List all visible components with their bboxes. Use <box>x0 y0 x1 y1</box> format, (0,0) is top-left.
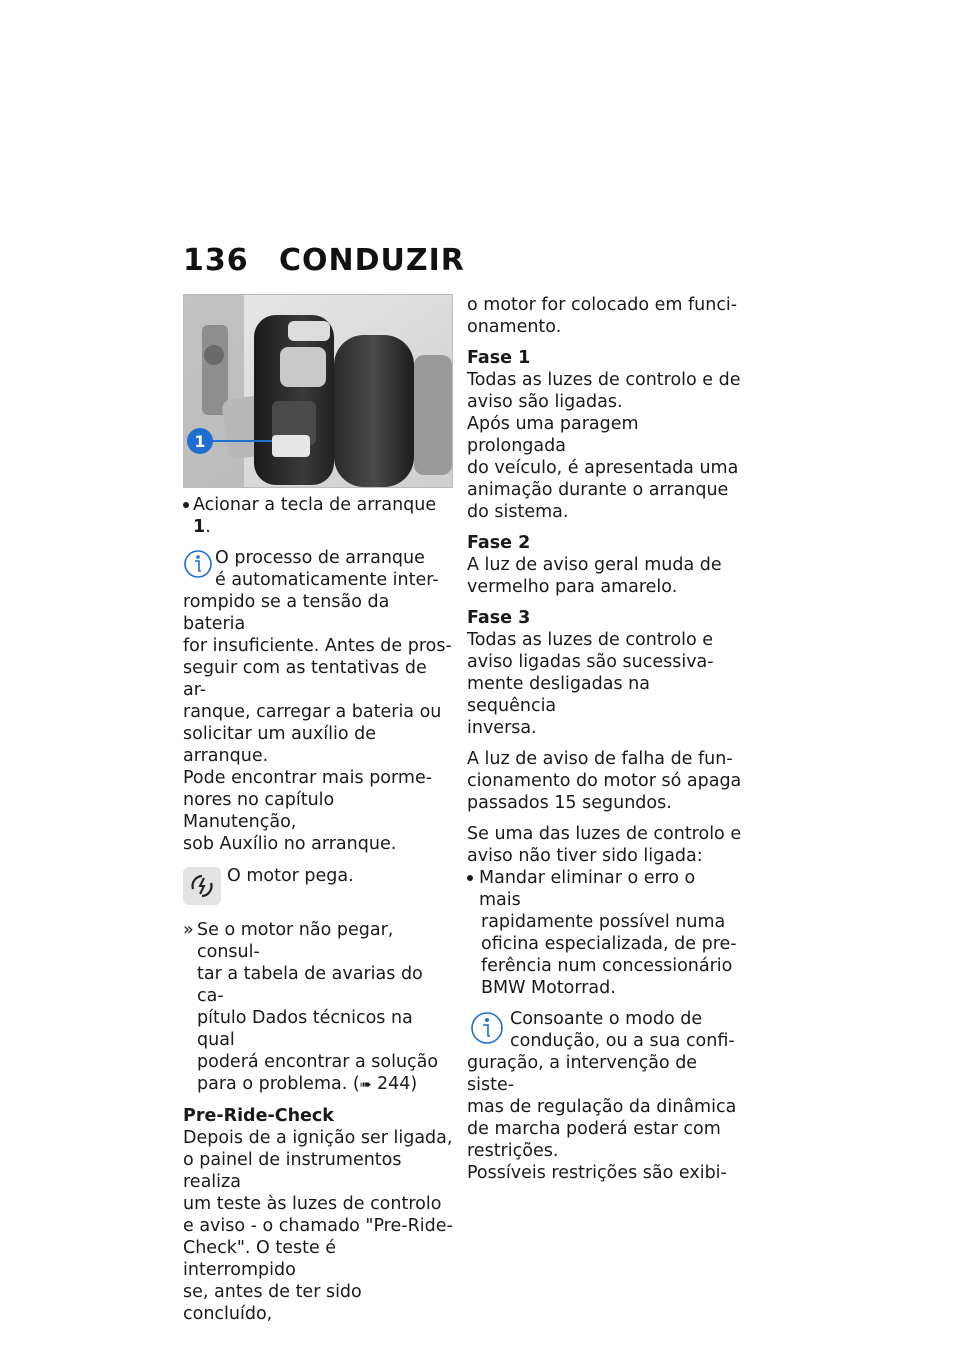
note-line: Pode encontrar mais porme- <box>183 768 433 788</box>
note-line: seguir com as tentativas de ar- <box>183 658 427 700</box>
prc-line: o painel de instrumentos realiza <box>183 1150 402 1192</box>
phase1-heading: Fase 1 <box>467 348 531 368</box>
note-line: nores no capítulo Manutenção, <box>183 790 335 832</box>
bullet-line: oficina especializada, de pre- <box>481 934 737 954</box>
pre-ride-check-text <box>183 1127 453 1325</box>
result-line: tar a tabela de avarias do ca- <box>197 964 423 1006</box>
bullet-line: rapidamente possível numa <box>481 912 726 932</box>
phase3-line: inversa. <box>467 718 537 738</box>
note-line: mas de regulação da dinâmica <box>467 1097 737 1117</box>
pre-ride-check-heading: Pre-Ride-Check <box>183 1106 334 1126</box>
bullet-workshop <box>467 867 742 999</box>
result-line: pítulo Dados técnicos na qual <box>197 1008 413 1050</box>
bullet-text: Acionar a tecla de arranque <box>193 495 437 515</box>
prc-line: Depois de a ignição ser ligada, <box>183 1128 453 1148</box>
result-engine-fails <box>183 919 453 1096</box>
engine-start-text: O motor pega. <box>227 866 354 886</box>
note-line: ranque, carregar a bateria ou <box>183 702 442 722</box>
prc-line: um teste às luzes de controlo <box>183 1194 442 1214</box>
result-mark: » <box>183 920 194 940</box>
page-header <box>183 243 465 278</box>
page-ref-arrow-icon: ➠ <box>359 1077 372 1093</box>
malfunction-paragraph <box>467 748 742 814</box>
note-line: guração, a intervenção de siste- <box>467 1053 698 1095</box>
bullet-start-key <box>183 494 453 538</box>
phase3-heading: Fase 3 <box>467 608 531 628</box>
info-icon <box>183 547 213 581</box>
note-line: sob Auxílio no arranque. <box>183 834 397 854</box>
left-column <box>183 294 453 1325</box>
note-line: rompido se a tensão da bateria <box>183 592 390 634</box>
info-note-battery <box>183 547 453 855</box>
note-line: é automaticamente inter- <box>215 570 439 590</box>
info-note-text <box>183 547 453 855</box>
phase2-line: vermelho para amarelo. <box>467 577 678 597</box>
para-line: Se uma das luzes de controlo e <box>467 824 742 844</box>
page-ref[interactable]: 244) <box>376 1074 418 1094</box>
phase3-text <box>467 629 742 739</box>
prc-line: e aviso - o chamado "Pre-Ride- <box>183 1216 453 1236</box>
engine-start-icon <box>183 867 221 905</box>
para-line: cionamento do motor só apaga <box>467 771 742 791</box>
bullet-line: BMW Motorrad. <box>481 978 616 998</box>
handlebar-illustration <box>184 295 452 487</box>
bullet-line: ferência num concessionário <box>481 956 733 976</box>
info-icon <box>467 1008 507 1048</box>
result-line: poderá encontrar a solução <box>197 1052 439 1072</box>
phase1-line: aviso são ligadas. <box>467 392 623 412</box>
prc-line: se, antes de ter sido concluído, <box>183 1282 362 1324</box>
note-line: Possíveis restrições são exibi- <box>467 1163 727 1183</box>
note-line: Consoante o modo de <box>510 1009 703 1029</box>
lights-paragraph <box>467 823 742 867</box>
bullet-line: Mandar eliminar o erro o mais <box>479 868 696 910</box>
note-line: de marcha poderá estar com <box>467 1119 721 1139</box>
phase3-line: mente desligadas na sequência <box>467 674 650 716</box>
bullet-ref: 1 <box>193 517 206 537</box>
phase1-line: Após uma paragem prolongada <box>467 414 639 456</box>
phase1-line: do sistema. <box>467 502 569 522</box>
para-line: aviso não tiver sido ligada: <box>467 846 703 866</box>
prc-line: Check". O teste é interrompido <box>183 1238 337 1280</box>
note-line: condução, ou a sua confi- <box>510 1031 735 1051</box>
page-title: CONDUZIR <box>279 243 465 278</box>
right-column <box>467 294 742 1194</box>
phase1-line: do veículo, é apresentada uma <box>467 458 739 478</box>
figure-callout: 1 <box>194 432 206 451</box>
para-line: passados 15 segundos. <box>467 793 672 813</box>
phase2-heading: Fase 2 <box>467 533 531 553</box>
result-line: Se o motor não pegar, consul- <box>197 920 394 962</box>
engine-start-note <box>183 865 453 909</box>
phase2-line: A luz de aviso geral muda de <box>467 555 722 575</box>
para-line: A luz de aviso de falha de fun- <box>467 749 733 769</box>
note-line: for insuficiente. Antes de pros- <box>183 636 452 656</box>
note-line: solicitar um auxílio de arranque. <box>183 724 376 766</box>
phase1-line: animação durante o arranque <box>467 480 729 500</box>
info-note-text <box>467 1008 742 1184</box>
phase1-text <box>467 369 742 523</box>
handlebar-figure <box>183 294 453 488</box>
info-note-riding-mode <box>467 1008 742 1184</box>
intro-line: o motor for colocado em funci- <box>467 295 738 315</box>
intro-paragraph <box>467 294 742 338</box>
phase2-text <box>467 554 742 598</box>
page-number: 136 <box>183 243 249 278</box>
phase3-line: aviso ligadas são sucessiva- <box>467 652 714 672</box>
phase1-line: Todas as luzes de controlo e de <box>467 370 741 390</box>
note-line: restrições. <box>467 1141 559 1161</box>
intro-line: onamento. <box>467 317 562 337</box>
note-line: O processo de arranque <box>215 548 425 568</box>
result-line: para o problema. ( <box>197 1074 360 1094</box>
phase3-line: Todas as luzes de controlo e <box>467 630 714 650</box>
bullet-end: . <box>205 517 211 537</box>
